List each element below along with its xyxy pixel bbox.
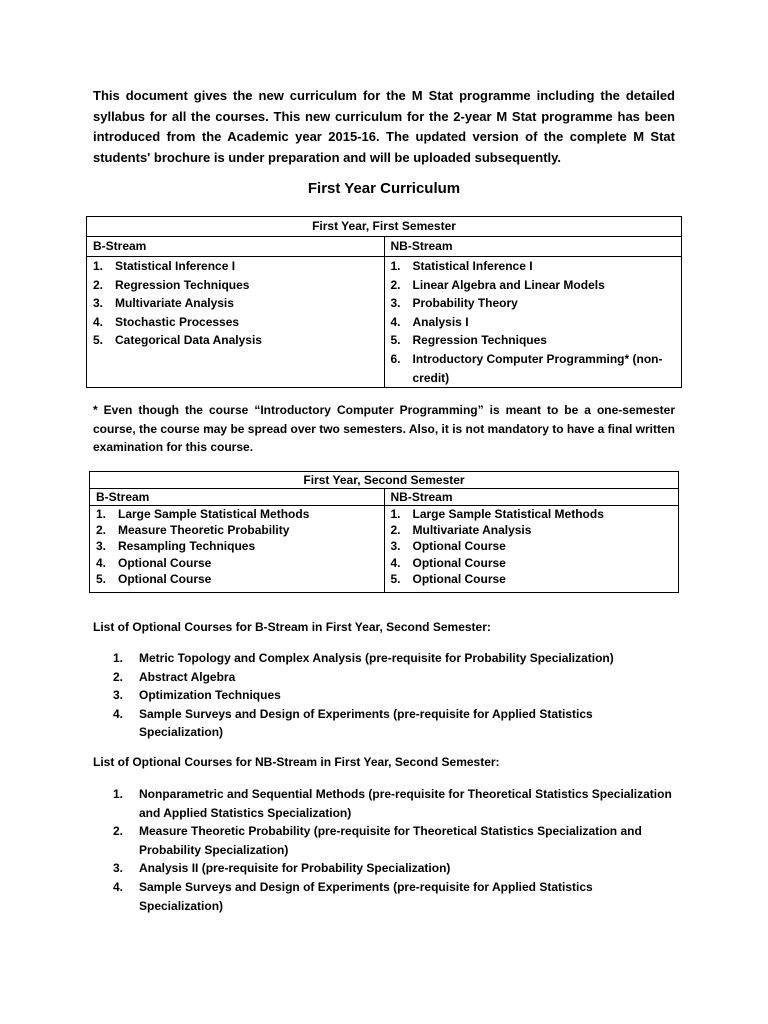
optional-nb-list bbox=[113, 785, 673, 915]
item-number: 5. bbox=[390, 333, 401, 348]
list-item bbox=[113, 859, 673, 878]
item-text: Optional Course bbox=[118, 571, 212, 586]
nb-stream-header: NB-Stream bbox=[384, 237, 682, 257]
list-item bbox=[93, 331, 378, 350]
item-number: 2. bbox=[96, 523, 107, 538]
item-number: 3. bbox=[390, 539, 401, 554]
item-number: 1. bbox=[390, 507, 401, 521]
footnote: * Even though the course “Introductory Computer Programming” is meant to be a one-semester course, the course may be spread over two semesters. Also, it is not mandatory to have a final written examination for this course. bbox=[93, 403, 675, 455]
item-number: 4. bbox=[113, 706, 124, 721]
b-stream-course-list bbox=[96, 506, 378, 587]
item-number: 4. bbox=[390, 555, 401, 570]
list-item bbox=[113, 705, 673, 742]
item-number: 6. bbox=[390, 351, 401, 366]
item-number: 5. bbox=[390, 571, 401, 586]
list-item bbox=[391, 313, 676, 332]
list-item bbox=[391, 331, 676, 350]
b-stream-cell bbox=[87, 257, 385, 388]
list-item bbox=[391, 506, 673, 522]
first-semester-title: First Year, First Semester bbox=[87, 217, 682, 237]
item-text: Statistical Inference I bbox=[115, 259, 236, 273]
item-number: 1. bbox=[96, 507, 107, 521]
list-item bbox=[391, 571, 673, 587]
nb-stream-cell bbox=[384, 257, 682, 388]
intro-paragraph: This document gives the new curriculum for the M Stat programme including the detailed syllabus for all the courses. This new curriculum for the 2-year M Stat programme has been introduced from the Academic year 2015-16. The updated version of the complete M Stat students' brochure is under preparation and will be uploaded subsequently. bbox=[93, 88, 675, 165]
item-text: Analysis II (pre-requisite for Probability Specialization) bbox=[139, 861, 451, 876]
item-text: Large Sample Statistical Methods bbox=[412, 507, 604, 521]
item-number: 1. bbox=[113, 651, 124, 665]
list-item bbox=[93, 257, 378, 276]
item-text: Probability Theory bbox=[412, 296, 518, 311]
item-text: Statistical Inference I bbox=[412, 259, 533, 273]
list-item bbox=[391, 538, 673, 554]
item-text: Sample Surveys and Design of Experiments (pre-requisite for Applied Statistics Specialization) bbox=[139, 706, 593, 740]
item-number: 2. bbox=[390, 277, 401, 292]
optional-nb-title: List of Optional Courses for NB-Stream in First Year, Second Semester: bbox=[93, 755, 500, 769]
list-item bbox=[391, 257, 676, 276]
item-text: Introductory Computer Programming* (non-credit) bbox=[412, 351, 663, 385]
list-item bbox=[113, 649, 673, 668]
item-number: 5. bbox=[93, 333, 104, 348]
item-number: 3. bbox=[390, 296, 401, 311]
item-number: 1. bbox=[113, 787, 124, 801]
item-text: Optional Course bbox=[412, 571, 506, 586]
item-number: 3. bbox=[93, 296, 104, 311]
item-number: 1. bbox=[93, 259, 104, 273]
list-item bbox=[113, 822, 673, 859]
item-text: Measure Theoretic Probability (pre-requisite for Theoretical Statistics Specialization and Probability Specialization) bbox=[139, 824, 642, 857]
list-item bbox=[96, 522, 378, 538]
item-number: 1. bbox=[390, 259, 401, 273]
item-text: Nonparametric and Sequential Methods (pre-requisite for Theoretical Statistics Specialization and Applied Statistics Specialization) bbox=[139, 787, 672, 820]
second-semester-table bbox=[89, 471, 679, 593]
item-text: Abstract Algebra bbox=[139, 669, 236, 684]
item-text: Regression Techniques bbox=[115, 277, 250, 292]
item-text: Resampling Techniques bbox=[118, 539, 256, 554]
item-number: 2. bbox=[113, 824, 124, 839]
item-text: Stochastic Processes bbox=[115, 314, 240, 329]
list-item bbox=[391, 555, 673, 571]
b-stream-header: B-Stream bbox=[90, 489, 385, 506]
list-item bbox=[113, 785, 673, 822]
optional-b-title: List of Optional Courses for B-Stream in First Year, Second Semester: bbox=[93, 620, 491, 634]
item-number: 2. bbox=[113, 669, 124, 684]
item-number: 3. bbox=[96, 539, 107, 554]
optional-b-list bbox=[113, 649, 673, 742]
item-number: 4. bbox=[93, 314, 104, 329]
item-number: 4. bbox=[113, 879, 124, 894]
item-text: Multivariate Analysis bbox=[412, 523, 532, 538]
list-item bbox=[96, 506, 378, 522]
nb-stream-course-list bbox=[391, 506, 673, 587]
item-number: 3. bbox=[113, 861, 124, 876]
list-item bbox=[93, 294, 378, 313]
nb-stream-course-list bbox=[391, 257, 676, 387]
item-number: 4. bbox=[390, 314, 401, 329]
item-text: Multivariate Analysis bbox=[115, 296, 234, 311]
item-text: Measure Theoretic Probability bbox=[118, 523, 290, 538]
list-item bbox=[391, 276, 676, 295]
item-text: Sample Surveys and Design of Experiments (pre-requisite for Applied Statistics Specialization) bbox=[139, 879, 593, 913]
item-text: Linear Algebra and Linear Models bbox=[412, 277, 605, 292]
list-item bbox=[96, 571, 378, 587]
list-item bbox=[113, 878, 673, 915]
nb-stream-cell bbox=[384, 506, 679, 593]
item-number: 4. bbox=[96, 555, 107, 570]
item-text: Regression Techniques bbox=[412, 333, 547, 348]
item-text: Categorical Data Analysis bbox=[115, 333, 262, 348]
item-number: 3. bbox=[113, 688, 124, 703]
list-item bbox=[93, 313, 378, 332]
list-item bbox=[113, 686, 673, 705]
item-text: Large Sample Statistical Methods bbox=[118, 507, 310, 521]
nb-stream-header: NB-Stream bbox=[384, 489, 679, 506]
second-semester-title: First Year, Second Semester bbox=[90, 472, 679, 489]
item-text: Optional Course bbox=[412, 555, 506, 570]
list-item bbox=[96, 538, 378, 554]
first-semester-table bbox=[86, 216, 682, 388]
page-title: First Year Curriculum bbox=[307, 180, 461, 197]
list-item bbox=[96, 555, 378, 571]
b-stream-header: B-Stream bbox=[87, 237, 385, 257]
item-text: Optional Course bbox=[412, 539, 506, 554]
item-text: Optional Course bbox=[118, 555, 212, 570]
item-number: 2. bbox=[93, 277, 104, 292]
item-number: 5. bbox=[96, 571, 107, 586]
list-item bbox=[113, 668, 673, 687]
list-item bbox=[93, 276, 378, 295]
list-item bbox=[391, 350, 676, 387]
item-text: Metric Topology and Complex Analysis (pre-requisite for Probability Specialization) bbox=[139, 651, 614, 665]
item-number: 2. bbox=[390, 523, 401, 538]
list-item bbox=[391, 294, 676, 313]
item-text: Optimization Techniques bbox=[139, 688, 281, 703]
item-text: Analysis I bbox=[412, 314, 469, 329]
list-item bbox=[391, 522, 673, 538]
b-stream-cell bbox=[90, 506, 385, 593]
b-stream-course-list bbox=[93, 257, 378, 350]
